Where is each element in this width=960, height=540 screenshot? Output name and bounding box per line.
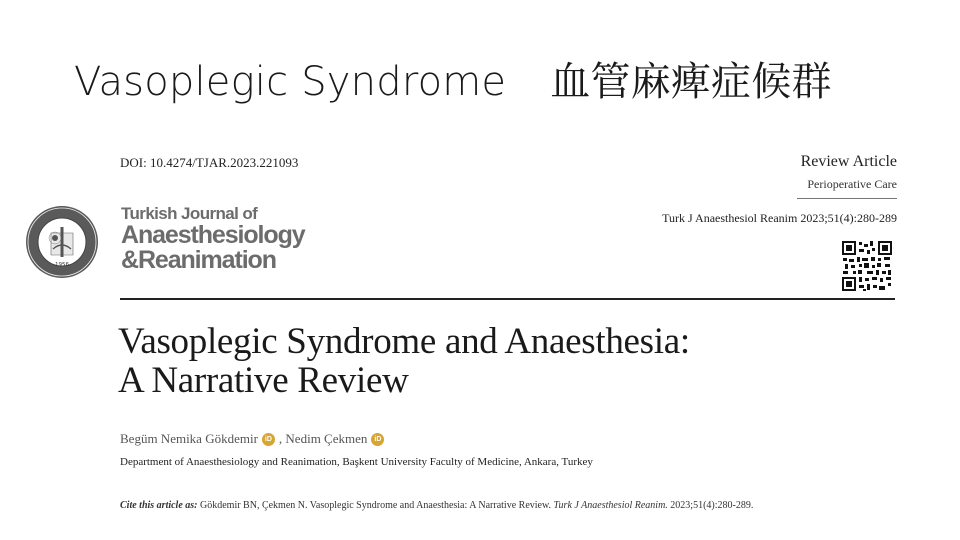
author-name: Begüm Nemika Gökdemir xyxy=(120,431,258,446)
slide-title-japanese: 血管麻痺症候群 xyxy=(550,59,832,105)
slide-title xyxy=(74,50,832,107)
paper-title-line2: A Narrative Review xyxy=(118,360,409,401)
article-type: Review Article xyxy=(800,153,897,170)
author-separator: , xyxy=(278,431,283,446)
doi-text: DOI: 10.4274/TJAR.2023.221093 xyxy=(120,155,299,170)
journal-logo-line2: Anaesthesiology xyxy=(121,221,305,249)
qr-code-icon xyxy=(841,240,893,292)
cite-journal: Turk J Anaesthesiol Reanim. xyxy=(553,500,668,511)
seal-year: 1956 xyxy=(55,262,69,268)
author-name: Nedim Çekmen xyxy=(285,431,368,446)
affiliation: Department of Anaesthesiology and Reanimation, Başkent University Faculty of Medicine, Ankara, Turkey xyxy=(120,456,593,468)
paper-title xyxy=(118,322,690,400)
article-meta xyxy=(662,153,897,226)
orcid-icon[interactable]: iD xyxy=(262,433,275,446)
journal-logo xyxy=(121,205,305,273)
orcid-icon[interactable]: iD xyxy=(371,433,384,446)
cite-label: Cite this article as: xyxy=(120,500,198,511)
article-subtype: Perioperative Care xyxy=(797,177,897,199)
author-list xyxy=(120,431,388,448)
header-divider xyxy=(120,298,895,300)
society-seal-icon xyxy=(25,205,99,279)
cite-text: Gökdemir BN, Çekmen N. Vasoplegic Syndrome and Anaesthesia: A Narrative Review. xyxy=(197,500,554,511)
paper-title-line1: Vasoplegic Syndrome and Anaesthesia: xyxy=(118,321,690,362)
journal-logo-line3: &Reanimation xyxy=(121,246,276,274)
slide-title-english: Vasoplegic Syndrome xyxy=(74,59,507,105)
journal-logo-line1: Turkish Journal of xyxy=(121,204,258,223)
cite-article xyxy=(120,500,753,511)
journal-citation-ref: Turk J Anaesthesiol Reanim 2023;51(4):280-289 xyxy=(662,211,897,225)
cite-tail: 2023;51(4):280-289. xyxy=(667,500,754,511)
